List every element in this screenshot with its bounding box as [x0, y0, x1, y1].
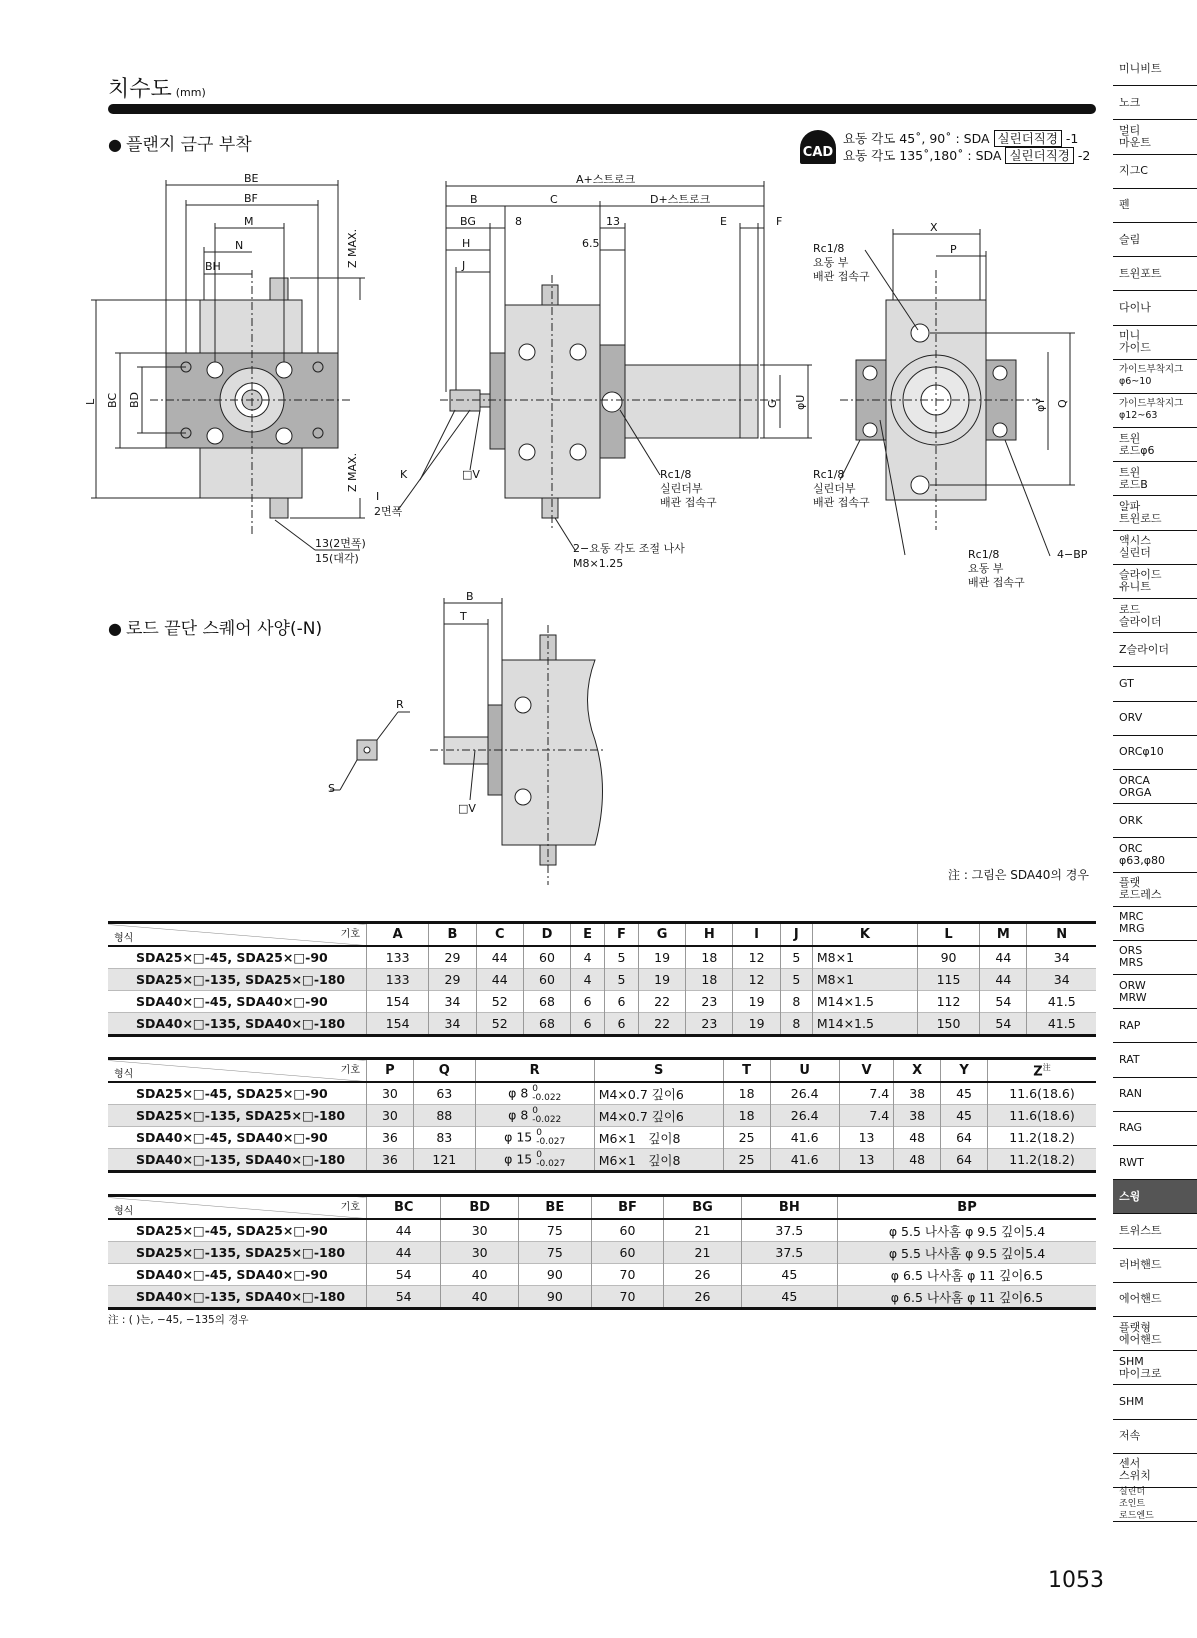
sidebar-item[interactable]	[1113, 1180, 1197, 1214]
col-header: B	[429, 923, 476, 947]
label-adjust-screw-size: M8×1.25	[573, 557, 624, 570]
col-header: C	[476, 923, 523, 947]
port-label-rc18-swing-bottom: Rc1/8	[968, 548, 1000, 561]
dim-label-bc: BC	[106, 392, 119, 408]
dim-label-k: K	[400, 468, 408, 481]
dim-label-6-5: 6.5	[582, 237, 600, 250]
col-header: V	[839, 1059, 893, 1083]
sidebar-item[interactable]	[1113, 1078, 1197, 1112]
sidebar-item[interactable]	[1113, 838, 1197, 872]
sidebar-item-label: RWT	[1119, 1155, 1144, 1169]
col-header: U	[770, 1059, 839, 1083]
sidebar-item-label: ORCφ10	[1119, 745, 1164, 759]
col-header: G	[638, 923, 685, 947]
sidebar-item-label: 센서 스위치	[1119, 1457, 1151, 1483]
bullet-icon: ●	[108, 619, 122, 638]
table-row: SDA25×□-45, SDA25×□-90 133 29 44 60 4 5 19 18 12 5 M8×1 90 44 34	[108, 946, 1096, 969]
sidebar-item-label: 지그C	[1119, 164, 1148, 178]
col-header: $Z^注$	[988, 1059, 1097, 1083]
sidebar-item[interactable]	[1113, 189, 1197, 223]
sidebar-item-label: 미니 가이드	[1119, 329, 1151, 355]
table-corner: 기호 형식	[108, 923, 367, 947]
sidebar-item[interactable]	[1113, 941, 1197, 975]
dim-label-13-flat: 13(2면폭)	[315, 537, 366, 550]
dim-label-l: L	[84, 398, 97, 405]
sidebar-item-label: 액시스 실린더	[1119, 534, 1151, 560]
spec-table-3	[108, 1194, 1096, 1310]
col-header: X	[894, 1059, 941, 1083]
dim-label-c: C	[550, 193, 558, 206]
col-header: E	[571, 923, 605, 947]
dim-label-rod-t: T	[460, 610, 467, 623]
dim-label-4-bp: 4−BP	[1057, 548, 1088, 561]
spec-table-1	[108, 921, 1096, 1037]
dim-label-g: G	[766, 399, 779, 408]
sidebar-item[interactable]	[1113, 120, 1197, 154]
spec-table-2	[108, 1057, 1096, 1173]
sidebar-item-label: 슬라이드 유니트	[1119, 568, 1162, 594]
sidebar-item[interactable]	[1113, 1488, 1197, 1522]
table-row: SDA25×□-135, SDA25×□-180 30 88 φ 8 0 -0.022 M4×0.7 깊이6 18 26.4 7.4 38 45 11.6(18.6)	[108, 1105, 1096, 1127]
sidebar-item-label: 러버핸드	[1119, 1258, 1162, 1272]
sidebar-item-label: 트윈 로드φ6	[1119, 431, 1155, 457]
sidebar-item[interactable]	[1113, 155, 1197, 189]
sidebar-item-label: 미니비트	[1119, 61, 1162, 75]
col-header: F	[605, 923, 639, 947]
col-header: BF	[591, 1196, 664, 1220]
sidebar-item-label: GT	[1119, 676, 1134, 690]
col-header: R	[475, 1059, 594, 1083]
sidebar-item-label: 슬림	[1119, 232, 1141, 246]
sidebar-item[interactable]	[1113, 804, 1197, 838]
sidebar-item[interactable]	[1113, 1317, 1197, 1351]
table-row: SDA25×□-135, SDA25×□-180 44 30 75 60 21 37.5 φ 5.5 나사홈 φ 9.5 깊이5.4	[108, 1242, 1096, 1264]
page-title: 치수도 (mm)	[108, 77, 206, 102]
col-header: I	[733, 923, 780, 947]
col-header: BE	[519, 1196, 592, 1220]
dim-label-b: B	[470, 193, 478, 206]
sidebar-item-label: 노크	[1119, 95, 1141, 109]
dim-label-rod-b: B	[466, 590, 474, 603]
port-label-swing-bottom: 요동 부	[968, 562, 1004, 575]
sidebar-item-label: 플랫 로드레스	[1119, 876, 1162, 902]
port-label-cylinder: 실린더부	[660, 482, 703, 495]
dim-label-zmax-bottom: Z MAX.	[346, 452, 359, 492]
col-header: M	[980, 923, 1027, 947]
dim-label-15-diag: 15(대각)	[315, 552, 359, 565]
sidebar-item-label: 트윈포트	[1119, 266, 1162, 280]
sidebar-item[interactable]	[1113, 1146, 1197, 1180]
col-header: BG	[664, 1196, 741, 1220]
dim-label-j: J	[462, 259, 466, 272]
port-label-piping-swing: 배관 접속구	[813, 270, 870, 283]
col-header: L	[917, 923, 979, 947]
sidebar-item[interactable]	[1113, 531, 1197, 565]
table-row: SDA40×□-135, SDA40×□-180 36 121 φ 15 0 -0.027 M6×1 깊이8 25 41.6 13 48 64 11.2(18.2)	[108, 1149, 1096, 1172]
table-row: SDA40×□-45, SDA40×□-90 36 83 φ 15 0 -0.027 M6×1 깊이8 25 41.6 13 48 64 11.2(18.2)	[108, 1127, 1096, 1149]
sidebar-item-label: RAT	[1119, 1053, 1140, 1067]
unit-label: (mm)	[175, 86, 206, 99]
sidebar-item[interactable]	[1113, 1214, 1197, 1248]
sidebar-item-label: 에어핸드	[1119, 1292, 1162, 1306]
table-corner: 기호 형식	[108, 1196, 367, 1220]
sidebar-item[interactable]	[1113, 360, 1197, 394]
table-row: SDA25×□-45, SDA25×□-90 30 63 φ 8 0 -0.022 M4×0.7 깊이6 18 26.4 7.4 38 45 11.6(18.6)	[108, 1082, 1096, 1105]
dim-label-p: P	[950, 243, 957, 256]
col-header: H	[686, 923, 733, 947]
footnote: 注 : ( )는, −45, −135의 경우	[108, 1314, 249, 1326]
col-header: BD	[441, 1196, 519, 1220]
sidebar-item-label: 가이드부착지그 φ6~10	[1119, 364, 1184, 388]
sidebar-item-label: ORCA ORGA	[1119, 773, 1152, 799]
sidebar-item[interactable]	[1113, 52, 1197, 86]
col-header: D	[523, 923, 570, 947]
dim-label-2-flat: 2면폭	[374, 505, 403, 518]
dim-label-13: 13	[606, 215, 620, 228]
sidebar-item[interactable]	[1113, 770, 1197, 804]
dim-label-zmax-top: Z MAX.	[346, 228, 359, 268]
table-row: SDA40×□-45, SDA40×□-90 54 40 90 70 26 45 φ 6.5 나사홈 φ 11 깊이6.5	[108, 1264, 1096, 1286]
table-row: SDA40×□-135, SDA40×□-180 154 34 52 68 6 6 22 23 19 8 M14×1.5 150 54 41.5	[108, 1013, 1096, 1036]
col-header: Y	[941, 1059, 988, 1083]
dim-label-a-stroke: A+스트로크	[576, 173, 636, 186]
sidebar-item[interactable]	[1113, 1385, 1197, 1419]
sidebar-item-label: 가이드부착지그 φ12~63	[1119, 398, 1184, 422]
sidebar-item[interactable]	[1113, 462, 1197, 496]
sidebar-item-label: 스윙	[1119, 1189, 1141, 1203]
dim-label-phi-u: φU	[794, 394, 807, 410]
port-label-swing: 요동 부	[813, 256, 849, 269]
table-row: SDA25×□-135, SDA25×□-180 133 29 44 60 4 5 19 18 12 5 M8×1 115 44 34	[108, 969, 1096, 991]
sidebar-item[interactable]	[1113, 975, 1197, 1009]
sidebar-item[interactable]	[1113, 496, 1197, 530]
sidebar-item-label: 트윈 로드B	[1119, 465, 1148, 491]
cad-info: 요동 각도 45˚, 90˚ : SDA 실린더직경 -1 요동 각도 135˚,180˚ : SDA 실린더직경 -2	[843, 131, 1091, 163]
dim-label-bd: BD	[128, 391, 141, 408]
sidebar-item[interactable]	[1113, 667, 1197, 701]
sidebar-item-label: RAP	[1119, 1018, 1141, 1032]
dim-label-be: BE	[244, 172, 259, 185]
sidebar-item-label: MRC MRG	[1119, 910, 1145, 936]
dim-label-bf: BF	[244, 192, 258, 205]
sidebar-item[interactable]	[1113, 1351, 1197, 1385]
page-number: 1053	[1048, 1568, 1104, 1593]
col-header: P	[367, 1059, 414, 1083]
section-rod-square-heading: ● 로드 끝단 스퀘어 사양(-N)	[108, 619, 323, 639]
port-label-rc18-cyl-right: Rc1/8	[813, 468, 845, 481]
sidebar-item[interactable]	[1113, 1249, 1197, 1283]
port-label-rc18-swing: Rc1/8	[813, 242, 845, 255]
col-header: BH	[741, 1196, 837, 1220]
sidebar-item[interactable]	[1113, 907, 1197, 941]
sidebar-item[interactable]	[1113, 394, 1197, 428]
table-row: SDA40×□-135, SDA40×□-180 54 40 90 70 26 45 φ 6.5 나사홈 φ 11 깊이6.5	[108, 1286, 1096, 1309]
dim-label-m: M	[244, 215, 254, 228]
table-row: SDA25×□-45, SDA25×□-90 44 30 75 60 21 37.5 φ 5.5 나사홈 φ 9.5 깊이5.4	[108, 1219, 1096, 1242]
dim-label-h: H	[462, 237, 471, 250]
sidebar-item[interactable]	[1113, 736, 1197, 770]
dim-label-q: Q	[1056, 399, 1069, 408]
section-flange-heading: ● 플랜지 금구 부착	[108, 135, 252, 155]
sidebar-item-label: ORV	[1119, 711, 1143, 725]
sidebar-item-label: 알파 트윈로드	[1119, 500, 1162, 526]
dim-label-n: N	[235, 239, 244, 252]
sidebar-item-label: SHM	[1119, 1394, 1144, 1408]
sidebar-item[interactable]	[1113, 223, 1197, 257]
sidebar-item[interactable]	[1113, 326, 1197, 360]
dim-label-d-stroke: D+스트로크	[650, 193, 711, 206]
sidebar-item-label: 멀티 마운트	[1119, 123, 1151, 149]
dim-label-rod-v: □V	[458, 802, 476, 815]
col-header: A	[367, 923, 429, 947]
col-header: N	[1027, 923, 1096, 947]
col-header: BC	[367, 1196, 441, 1220]
sidebar-item[interactable]	[1113, 291, 1197, 325]
dim-label-x: X	[930, 221, 938, 234]
cad-icon[interactable]: CAD	[800, 130, 836, 164]
label-adjust-screw: 2−요동 각도 조절 나사	[573, 542, 685, 555]
sidebar-item-label: ORK	[1119, 813, 1143, 827]
sidebar-item[interactable]	[1113, 1043, 1197, 1077]
dim-label-bh: BH	[205, 260, 221, 273]
col-header: Q	[413, 1059, 475, 1083]
sidebar-item-label: 펜	[1119, 198, 1130, 212]
sidebar-item[interactable]	[1113, 1420, 1197, 1454]
bullet-icon: ●	[108, 135, 122, 154]
sidebar-item-label: ORS MRS	[1119, 944, 1144, 970]
sidebar-item[interactable]	[1113, 1009, 1197, 1043]
sidebar-item[interactable]	[1113, 565, 1197, 599]
sidebar-item[interactable]	[1113, 86, 1197, 120]
sidebar-item[interactable]	[1113, 702, 1197, 736]
sidebar-item[interactable]	[1113, 633, 1197, 667]
sidebar-item[interactable]	[1113, 1283, 1197, 1317]
sidebar-item-label: Z슬라이더	[1119, 642, 1170, 656]
dim-label-v: □V	[462, 468, 480, 481]
port-label-piping-swing-bottom: 배관 접속구	[968, 576, 1025, 589]
dim-label-8: 8	[515, 215, 522, 228]
sidebar-item-label: 플랫형 에어핸드	[1119, 1320, 1162, 1346]
sidebar-item[interactable]	[1113, 428, 1197, 462]
sidebar-item[interactable]	[1113, 1454, 1197, 1488]
dim-label-bg: BG	[460, 215, 476, 228]
sidebar-item-label: RAN	[1119, 1087, 1142, 1101]
sidebar-item[interactable]	[1113, 599, 1197, 633]
port-label-cylinder-right: 실린더부	[813, 482, 856, 495]
dim-label-rod-s: S	[328, 782, 335, 795]
dim-label-f: F	[776, 215, 783, 228]
sidebar-item[interactable]	[1113, 257, 1197, 291]
sidebar-item-label: ORW MRW	[1119, 978, 1147, 1004]
col-header: BP	[838, 1196, 1097, 1220]
sidebar-item[interactable]	[1113, 873, 1197, 907]
col-header: S	[594, 1059, 723, 1083]
port-label-rc18-cyl: Rc1/8	[660, 468, 692, 481]
dim-label-phi-y: φY	[1034, 398, 1047, 412]
dim-label-i: I	[376, 490, 380, 503]
sidebar-item-label: SHM 마이크로	[1119, 1354, 1162, 1380]
sidebar-item-label: 저속	[1119, 1429, 1141, 1443]
sidebar-item-label: ORC φ63,φ80	[1119, 841, 1166, 867]
sidebar-item-label: 다이나	[1119, 300, 1151, 314]
dim-label-rod-r: R	[396, 698, 404, 711]
table-corner: 기호 형식	[108, 1059, 367, 1083]
sidebar-item[interactable]	[1113, 1112, 1197, 1146]
figure-note: 注 : 그림은 SDA40의 경우	[948, 868, 1089, 882]
sidebar-item-label: 실린더 조인트 로드엔드	[1119, 1487, 1154, 1522]
col-header: K	[812, 923, 917, 947]
sidebar-item-label: 로드 슬라이더	[1119, 602, 1162, 628]
col-header: T	[723, 1059, 770, 1083]
port-label-piping-right: 배관 접속구	[813, 496, 870, 509]
dim-label-e: E	[720, 215, 727, 228]
port-label-piping: 배관 접속구	[660, 496, 717, 509]
table-row: SDA40×□-45, SDA40×□-90 154 34 52 68 6 6 22 23 19 8 M14×1.5 112 54 41.5	[108, 991, 1096, 1013]
sidebar-item-label: 트위스트	[1119, 1223, 1162, 1237]
col-header: J	[780, 923, 812, 947]
sidebar-index	[1113, 52, 1197, 1522]
sidebar-item-label: RAG	[1119, 1121, 1143, 1135]
